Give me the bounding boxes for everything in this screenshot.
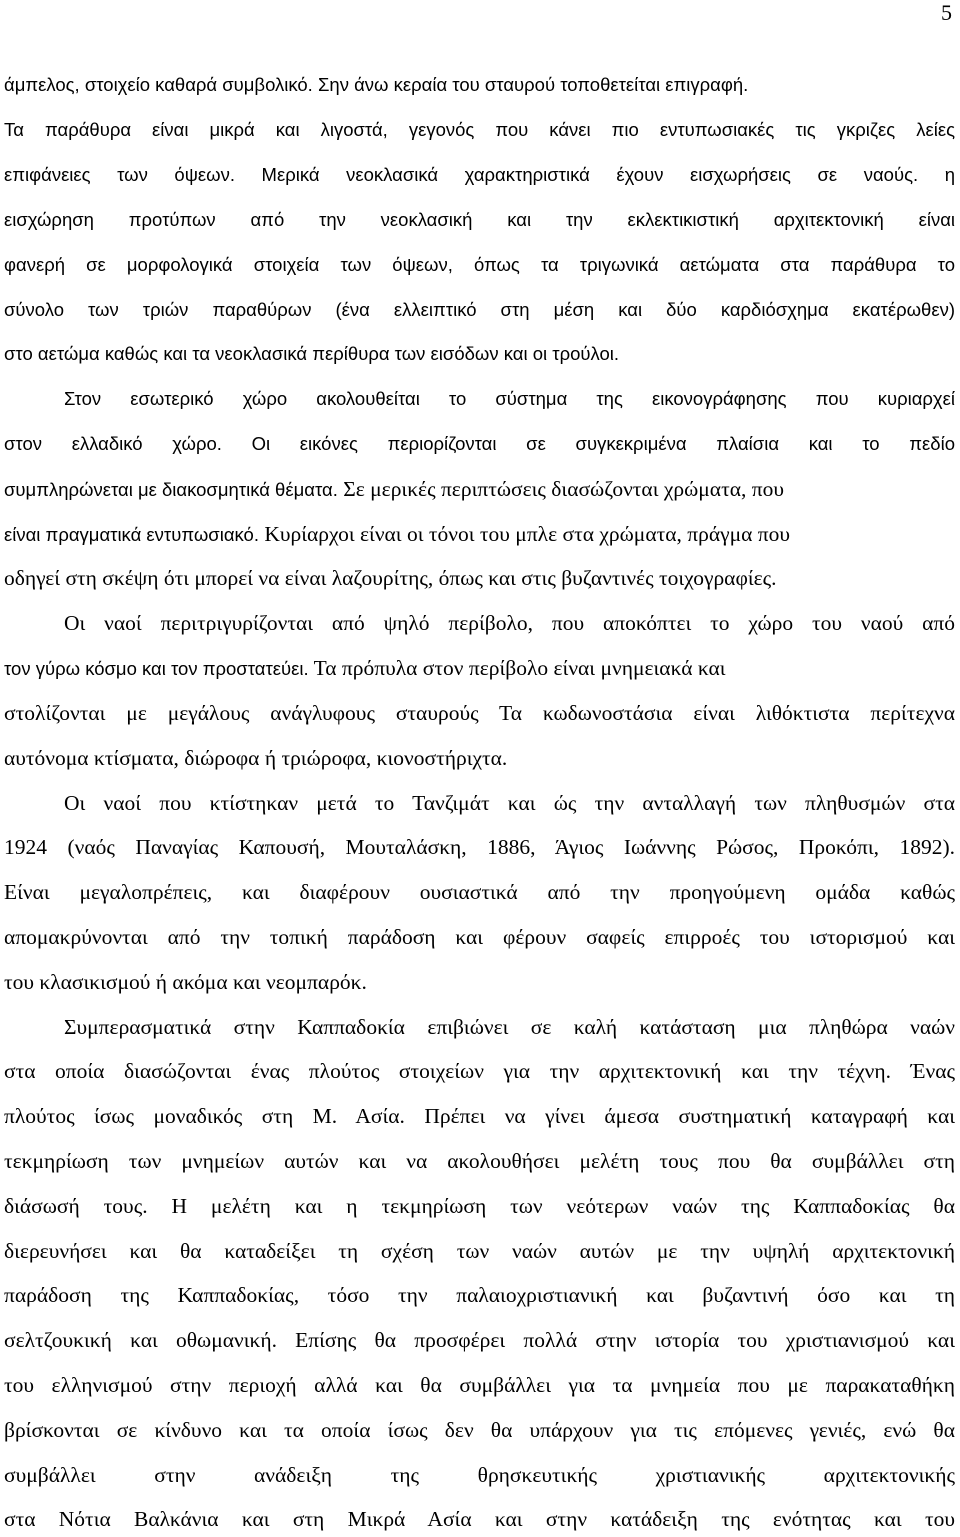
text-segment: Σε μερικές περιπτώσεις διασώζονται χρώματα, που: [337, 477, 784, 501]
text-line: Οι ναοί που κτίστηκαν μετά το Τανζιμάτ και ώς την ανταλλαγή των πληθυσμών στα: [64, 791, 955, 815]
text-segment: είναι πραγματικά εντυπωσιακό.: [4, 524, 259, 545]
text-line: Οι ναοί περιτριγυρίζονται από ψηλό περίβολο, που αποκόπτει το χώρο του ναού από: [64, 611, 955, 635]
text-line: του ελληνισμού στην περιοχή αλλά και θα συμβάλλει για τα μνημεία που με παρακαταθήκη: [4, 1373, 955, 1397]
text-line: Είναι μεγαλοπρέπεις, και διαφέρουν ουσιαστικά από την προηγούμενη ομάδα καθώς: [4, 880, 955, 904]
text-line: βρίσκονται σε κίνδυνο και τα οποία ίσως δεν θα υπάρχουν για τις επόμενες γενιές, ενώ θα: [4, 1418, 955, 1442]
text-line: διερευνήσει και θα καταδείξει τη σχέση των ναών αυτών με την υψηλή αρχιτεκτονική: [4, 1239, 955, 1263]
text-line: στα οποία διασώζονται ένας πλούτος στοιχείων για την αρχιτεκτονική και την τέχνη. Ένας: [4, 1059, 955, 1083]
text-line: επιφάνειες των όψεων. Μερικά νεοκλασικά χαρακτηριστικά έχουν εισχωρήσεις σε ναούς. η: [4, 164, 955, 185]
text-line: του κλασικισμού ή ακόμα και νεομπαρόκ.: [4, 970, 367, 994]
text-line: στολίζονται με μεγάλους ανάγλυφους σταυρούς Τα κωδωνοστάσια είναι λιθόκτιστα περίτεχνα: [4, 701, 955, 725]
text-line: Τα παράθυρα είναι μικρά και λιγοστά, γεγονός που κάνει πιο εντυπωσιακές τις γκριζες λείες: [4, 119, 955, 140]
text-segment: τον γύρω κόσμο και τον προστατεύει.: [4, 658, 309, 679]
text-line: στα Νότια Βαλκάνια και στη Μικρά Ασία και στην κατάδειξη της ενότητας και του: [4, 1507, 955, 1531]
text-line: στο αετώμα καθώς και τα νεοκλασικά περίθυρα των εισόδων και οι τρούλοι.: [4, 343, 620, 364]
text-segment: συμπληρώνεται με διακοσμητικά θέματα.: [4, 479, 338, 500]
text-line: παράδοση της Καππαδοκίας, τόσο την παλαιοχριστιανική και βυζαντινή όσο και τη: [4, 1283, 955, 1307]
text-line: στον ελλαδικό χώρο. Οι εικόνες περιορίζονται σε συγκεκριμένα πλαίσια και το πεδίο: [4, 433, 955, 454]
text-line: σύνολο των τριών παραθύρων (ένα ελλειπτικό στη μέση και δύο καρδιόσχημα εκατέρωθεν): [4, 299, 955, 320]
text-line: άμπελος, στοιχείο καθαρά συμβολικό. Σην άνω κεραία του σταυρού τοποθετείται επιγραφή.: [4, 74, 749, 95]
text-line: πλούτος ίσως μοναδικός στη Μ. Ασία. Πρέπει να γίνει άμεσα συστηματική καταγραφή και: [4, 1104, 955, 1128]
text-line: εισχώρηση προτύπων από την νεοκλασική και την εκλεκτικιστική αρχιτεκτονική είναι: [4, 209, 955, 230]
text-line: Συμπερασματικά στην Καππαδοκία επιβιώνει σε καλή κατάσταση μια πληθώρα ναών: [64, 1015, 955, 1039]
text-line: 1924 (ναός Παναγίας Καπουσή, Μουταλάσκη, 1886, Άγιος Ιωάννης Ρώσος, Προκόπι, 1892).: [4, 835, 955, 859]
page-number: 5: [941, 0, 952, 25]
text-segment: Τα πρόπυλα στον περίβολο είναι μνημειακά και: [308, 656, 726, 680]
text-line: αυτόνομα κτίσματα, διώροφα ή τριώροφα, κιονοστήριχτα.: [4, 746, 508, 770]
text-line: φανερή σε μορφολογικά στοιχεία των όψεων, όπως τα τριγωνικά αετώματα στα παράθυρα το: [4, 254, 955, 275]
text-line: Στον εσωτερικό χώρο ακολουθείται το σύστημα της εικονογράφησης που κυριαρχεί: [64, 388, 955, 409]
text-line: απομακρύνονται από την τοπική παράδοση και φέρουν σαφείς επιρροές του ιστορισμού και: [4, 925, 955, 949]
text-line: οδηγεί στη σκέψη ότι μπορεί να είναι λαζουρίτης, όπως και στις βυζαντινές τοιχογραφίες.: [4, 566, 777, 590]
text-segment: Κυρίαρχοι είναι οι τόνοι του μπλε στα χρώματα, πράγμα που: [258, 522, 791, 546]
text-line-mixed: [4, 655, 955, 682]
text-line: σελτζουκική και οθωμανική. Επίσης θα προσφέρει πολλά στην ιστορία του χριστιανισμού και: [4, 1328, 955, 1352]
text-line: τεκμηρίωση των μνημείων αυτών και να ακολουθήσει μελέτη τους που θα συμβάλλει στη: [4, 1149, 955, 1173]
text-line: συμβάλλει στην ανάδειξη της θρησκευτικής χριστιανικής αρχιτεκτονικής: [4, 1463, 955, 1487]
text-line: διάσωσή τους. Η μελέτη και η τεκμηρίωση των νεότερων ναών της Καππαδοκίας θα: [4, 1194, 955, 1218]
text-line-mixed: [4, 476, 955, 503]
text-line-mixed: [4, 521, 955, 548]
